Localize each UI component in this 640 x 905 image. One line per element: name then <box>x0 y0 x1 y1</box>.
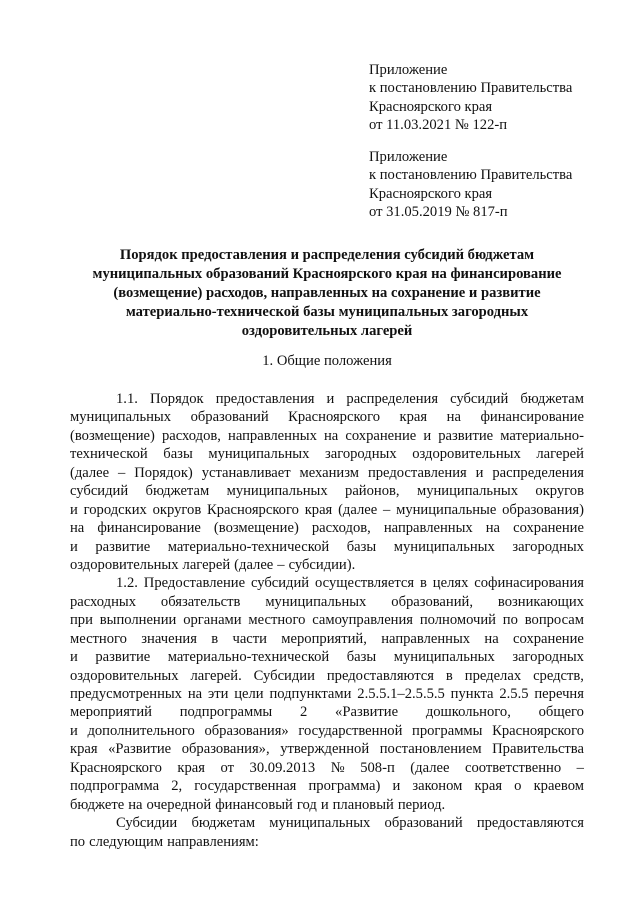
body-word: бюджетам <box>145 483 210 500</box>
body-word: на <box>485 520 501 537</box>
body-word: плановый <box>332 796 394 813</box>
body-word: на <box>323 427 339 444</box>
body-word: края <box>70 741 98 758</box>
body-word: программа) <box>308 778 381 795</box>
body-line <box>70 427 584 445</box>
body-word: (возмещение) <box>213 520 299 537</box>
body-word: пункта <box>450 686 494 702</box>
body-word: загородных <box>512 649 584 666</box>
body-word: выполнении <box>99 612 177 629</box>
body-word: Красноярского <box>207 501 299 518</box>
body-word: лагерей <box>182 556 231 573</box>
body-word: общего <box>538 704 584 721</box>
document-title-line: (возмещение) расходов, направленных на сохранение и развитие <box>113 284 541 301</box>
body-line <box>70 759 584 777</box>
body-word: предоставления <box>215 391 315 407</box>
body-word: края <box>304 501 333 518</box>
body-word: от <box>220 759 234 776</box>
body-word: образования», <box>181 741 270 758</box>
body-line <box>70 538 584 556</box>
body-word: муниципальных <box>393 649 495 666</box>
document-title-line: муниципальных образований Красноярского края на финансирование <box>92 265 562 282</box>
body-word: 508-п <box>360 759 395 776</box>
body-word: субсидии). <box>288 556 356 573</box>
body-word: – <box>118 464 126 481</box>
body-word: края <box>177 759 205 776</box>
body-word: подпунктами <box>269 686 352 702</box>
body-word: финансовый <box>215 796 293 813</box>
body-line <box>70 556 584 574</box>
body-word: и <box>70 538 78 555</box>
body-word: расходов, <box>161 427 221 444</box>
appendix-original-line: от 31.05.2019 № 817-п <box>369 204 508 221</box>
body-word: лагерей <box>536 446 584 463</box>
body-word: и <box>392 778 401 795</box>
body-word: следующим <box>89 833 164 850</box>
body-line <box>70 703 584 721</box>
body-word: и <box>70 722 78 739</box>
body-word: устанавливает <box>201 464 291 481</box>
body-word: государственная <box>194 778 297 795</box>
body-word: предоставляются <box>326 667 434 684</box>
body-word: целях <box>432 575 469 592</box>
body-word: 2, <box>171 778 183 795</box>
body-word: краевом <box>533 778 584 795</box>
body-word: (далее <box>410 759 450 776</box>
body-word: предусмотренных <box>70 686 182 702</box>
body-line <box>70 667 584 685</box>
body-word: направленных <box>381 630 471 647</box>
body-word: муниципальных <box>416 483 518 500</box>
body-word: субсидий <box>250 575 310 592</box>
body-word: Субсидии <box>116 815 178 832</box>
body-word: на <box>484 630 499 647</box>
body-word: утвержденной <box>280 741 370 758</box>
body-word: городских <box>83 501 147 518</box>
body-word: 1.1. <box>116 391 138 407</box>
body-word: края <box>399 409 428 426</box>
body-word: направленных <box>383 520 473 537</box>
body-line <box>70 574 584 592</box>
body-line <box>70 464 584 482</box>
body-word: (далее <box>338 501 378 518</box>
body-word: – <box>383 501 391 518</box>
body-word: дополнительного <box>87 722 195 739</box>
body-word: округов <box>152 501 202 518</box>
body-word: материально-технической <box>167 538 330 555</box>
body-line <box>70 445 584 463</box>
body-word: муниципальных <box>226 483 328 500</box>
body-word: на <box>187 686 203 702</box>
body-word: лагерей. <box>190 667 242 684</box>
document-title-line: Порядок предоставления и распределения субсидий бюджетам <box>119 247 535 263</box>
body-word: по <box>70 833 86 850</box>
document-title-line: оздоровительных лагерей <box>241 322 413 339</box>
body-word: на <box>128 796 143 813</box>
body-word: мероприятий <box>70 704 152 721</box>
body-line <box>70 685 584 703</box>
body-word: местного <box>248 612 306 629</box>
body-line <box>70 482 584 500</box>
body-word: технической <box>70 446 148 463</box>
body-word: 2.5.5.1–2.5.5.5 <box>357 686 445 702</box>
body-word: постановлением <box>379 741 482 758</box>
body-word: развитие <box>95 538 151 555</box>
body-word: при <box>70 612 93 629</box>
body-word: муниципальных <box>393 538 495 555</box>
body-word: Порядок) <box>134 464 193 481</box>
body-word: образований <box>190 409 269 426</box>
body-word: субсидий <box>70 483 129 500</box>
body-word: расходных <box>70 593 137 610</box>
body-word: сохранение <box>345 427 417 444</box>
body-word: и <box>320 796 329 813</box>
body-word: в <box>419 575 427 592</box>
body-word: пределах <box>464 667 522 684</box>
body-word: в <box>445 667 453 684</box>
body-word: оздоровительных <box>70 667 179 684</box>
appendix-current-line: к постановлению Правительства <box>369 80 573 97</box>
body-word: районов, <box>345 483 400 500</box>
body-word: на <box>446 409 461 426</box>
body-word: развитие <box>438 427 494 444</box>
document-title-line: материально-технической базы муниципальных загородных <box>125 303 529 320</box>
section-heading: 1. Общие положения <box>262 353 392 369</box>
body-word: округов <box>535 483 584 500</box>
body-line <box>70 519 584 537</box>
body-word: – <box>576 759 584 776</box>
body-line <box>70 630 584 648</box>
body-line <box>70 740 584 758</box>
body-word: полномочий <box>419 612 496 629</box>
body-word: 1.2. <box>116 575 138 592</box>
body-text <box>70 390 584 851</box>
body-word: бюджетам <box>520 391 584 407</box>
body-word: 2.5.5 <box>499 686 529 702</box>
body-word: возникающих <box>497 593 584 610</box>
body-word: (далее <box>234 556 274 573</box>
appendix-current-line: Красноярского края <box>369 98 493 115</box>
body-line <box>70 390 584 408</box>
body-word: материально-технической <box>167 649 330 666</box>
body-word: направлениям: <box>167 833 259 850</box>
body-word: в <box>211 630 219 647</box>
body-word: Предоставление <box>143 575 246 592</box>
body-word: загородных <box>512 538 584 555</box>
body-word: базы <box>163 446 193 463</box>
body-word: мероприятий, <box>281 630 367 647</box>
body-word: Красноярского <box>288 409 381 426</box>
body-word: сохранение <box>513 630 584 647</box>
body-word: Субсидии <box>253 667 315 684</box>
body-word: «Развитие <box>108 741 172 758</box>
body-word: осуществляется <box>315 575 415 592</box>
appendix-original-line: Приложение <box>369 149 448 165</box>
body-word: образования) <box>502 501 584 518</box>
body-word: финансирование <box>480 409 584 426</box>
body-word: государственной <box>298 722 403 739</box>
body-word: муниципальных <box>265 593 367 610</box>
body-word: распределения <box>346 391 439 407</box>
body-word: программы <box>412 722 483 739</box>
document-title <box>70 246 584 341</box>
body-word: очередной <box>146 796 212 813</box>
body-word: финансирование <box>97 520 201 537</box>
body-word: базы <box>346 538 377 555</box>
appendix-original-block <box>369 148 619 222</box>
body-word: развитие <box>95 649 151 666</box>
appendix-original-line: к постановлению Правительства <box>369 167 573 184</box>
body-word: 2 <box>300 704 308 721</box>
body-word: базы <box>346 649 377 666</box>
body-word: Порядок <box>149 391 204 407</box>
body-word: цели <box>234 686 264 702</box>
body-word: на <box>70 520 85 537</box>
body-word: – <box>277 556 285 573</box>
appendix-current-line: Приложение <box>369 62 448 78</box>
body-line <box>70 408 584 426</box>
body-word: о <box>514 778 522 795</box>
body-word: (далее <box>70 464 110 481</box>
body-word: подпрограммы <box>179 704 273 721</box>
body-word: период. <box>397 796 446 813</box>
body-word: части <box>232 630 267 647</box>
body-word: законом <box>412 778 463 795</box>
body-word: (возмещение) <box>70 427 155 444</box>
body-line <box>70 722 584 740</box>
appendix-current-line: от 11.03.2021 № 122-п <box>369 117 508 134</box>
body-line <box>70 611 584 629</box>
body-word: субсидий <box>450 391 509 407</box>
appendix-current-block <box>369 61 619 135</box>
body-word: бюджете <box>70 796 125 813</box>
appendix-original-line: Красноярского края <box>369 185 493 202</box>
body-word: муниципальные <box>396 501 497 518</box>
body-word: 30.09.2013 <box>249 759 316 776</box>
body-word: по <box>502 612 518 629</box>
body-word: образований <box>384 815 463 832</box>
body-line <box>70 501 584 519</box>
body-word: муниципальных <box>208 446 310 463</box>
body-line <box>70 814 584 832</box>
body-word: направленных <box>228 427 317 444</box>
body-word: и <box>70 501 78 518</box>
body-word: предоставления <box>367 464 467 481</box>
body-word: муниципальных <box>70 409 172 426</box>
body-word: сохранение <box>513 520 584 537</box>
body-word: местного <box>70 630 127 647</box>
body-word: расходов, <box>311 520 371 537</box>
body-word: бюджетам <box>191 815 256 832</box>
body-word: муниципальных <box>269 815 371 832</box>
body-word: софинасирования <box>474 575 584 592</box>
body-line <box>70 593 584 611</box>
body-word: и <box>326 391 335 407</box>
body-word: механизм <box>299 464 360 481</box>
body-word: и <box>475 464 484 481</box>
body-word: предоставляются <box>476 815 584 832</box>
body-word: обязательств <box>160 593 241 610</box>
body-word: самоуправления <box>312 612 413 629</box>
body-word: оздоровительных <box>412 446 521 463</box>
body-word: Правительства <box>492 741 584 758</box>
body-word: Красноярского <box>70 759 162 776</box>
body-word: органами <box>183 612 242 629</box>
body-word: вопросам <box>524 612 584 629</box>
body-line <box>70 777 584 795</box>
body-word: материально- <box>500 427 584 444</box>
body-word: соответственно <box>464 759 562 776</box>
body-word: оздоровительных <box>70 556 179 573</box>
body-word: и <box>70 649 78 666</box>
body-line <box>70 648 584 666</box>
body-word: образований, <box>391 593 473 610</box>
body-word: эти <box>207 686 229 702</box>
body-word: значения <box>141 630 197 647</box>
body-word: края <box>474 778 503 795</box>
body-word: распределения <box>492 464 584 481</box>
body-word: средств, <box>533 667 584 684</box>
body-word: год <box>296 796 317 813</box>
body-word: дошкольного, <box>425 704 511 721</box>
body-word: Красноярского <box>492 722 584 739</box>
body-word: подпрограмма <box>70 778 160 795</box>
body-word: и <box>423 427 432 444</box>
body-word: перечня <box>534 686 584 702</box>
body-word: образования» <box>204 722 289 739</box>
body-word: № <box>330 759 345 776</box>
body-line <box>70 833 584 851</box>
body-line <box>70 796 584 814</box>
body-word: «Развитие <box>335 704 399 721</box>
body-word: загородных <box>324 446 397 463</box>
